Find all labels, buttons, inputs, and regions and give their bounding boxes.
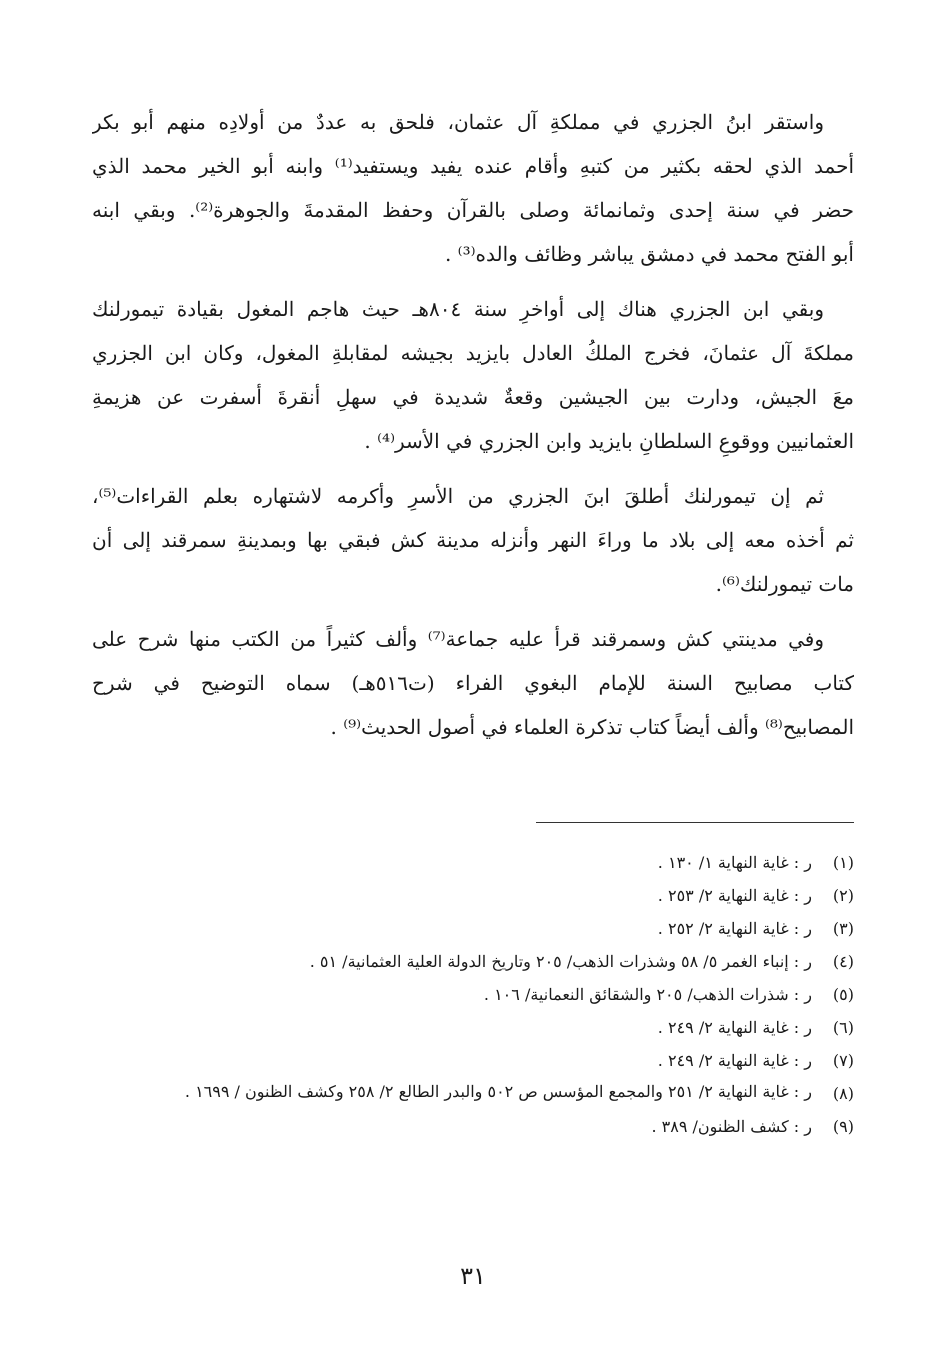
main-text xyxy=(92,100,854,760)
footnote-text: ر : إنباء الغمر ٥/ ٥٨ وشذرات الذهب/ ٢٠٥ وتاريخ الدولة العلية العثمانية/ ٥١ . xyxy=(309,952,812,971)
footnote-text: ر : غاية النهاية ٢/ ٢٥٣ . xyxy=(657,886,812,905)
paragraph-3 xyxy=(92,474,854,606)
text-line: واستقر ابنُ الجزري في مملكةِ آل عثمان، فلحق به عددٌ من أولادِه منهم أبو بكر xyxy=(92,110,824,134)
page-number: ٣١ xyxy=(460,1262,486,1290)
footnote-number: (٦) xyxy=(832,1018,854,1037)
text-line: العثمانيين ووقوعِ السلطانِ بايزيد وابن الجزري في الأسر⁽⁴⁾ . xyxy=(364,429,854,453)
footnote xyxy=(92,879,854,912)
text-line: معَ الجيش، ودارت بين الجيشين وقعةٌ شديدة في سهلِ أنقرةَ أسفرت عن هزيمةِ xyxy=(92,385,854,409)
footnote xyxy=(92,1011,854,1044)
text-line: أحمد الذي لحقه بكثير من كتبهِ وأقام عنده يفيد ويستفيد⁽¹⁾ وابنه أبو الخير محمد الذي xyxy=(92,154,854,178)
footnote xyxy=(92,846,854,879)
text-line: ثم إن تيمورلنك أطلقَ ابنَ الجزري من الأسرِ وأكرمه لاشتهاره بعلم القراءات⁽⁵⁾، xyxy=(92,484,824,508)
paragraph-1 xyxy=(92,100,854,276)
paragraph-2 xyxy=(92,287,854,463)
text-line: مات تيمورلنك⁽⁶⁾. xyxy=(715,572,854,596)
footnote xyxy=(92,1044,854,1077)
footnote xyxy=(92,912,854,945)
footnote-number: (١) xyxy=(832,853,854,872)
footnote-text: ر : غاية النهاية ٢/ ٢٥١ والمجمع المؤسس ص ٥٠٢ والبدر الطالع ٢/ ٢٥٨ وكشف الظنون / ١٦٩٩ . xyxy=(184,1082,812,1101)
footnote-number: (٧) xyxy=(832,1051,854,1070)
footnote-text: ر : غاية النهاية ٢/ ٢٥٢ . xyxy=(657,919,812,938)
text-line: ثم أخذه معه إلى بلاد ما وراءَ النهر وأنزله مدينة كش فبقي بها وبمدينةِ سمرقند إلى أن xyxy=(92,528,854,552)
text-line: وبقي ابن الجزري هناك إلى أواخرِ سنة ٨٠٤هـ حيث هاجم المغول بقيادة تيمورلنك xyxy=(92,297,825,321)
footnote-text: ر : غاية النهاية ١/ ١٣٠ . xyxy=(657,853,812,872)
footnote xyxy=(92,945,854,978)
text-line: كتاب مصابيح السنة للإمام البغوي الفراء (ت٥١٦هـ) سماه التوضيح في شرح xyxy=(92,671,854,695)
footnotes xyxy=(92,846,854,1143)
footnote-number: (٩) xyxy=(832,1117,854,1136)
footnote xyxy=(92,978,854,1011)
text-line: مملكةَ آل عثمانَ، فخرج الملكُ العادل بايزيد بجيشه لمقابلةِ المغول، وكان ابن الجزري xyxy=(92,341,854,365)
footnote-text: ر : غاية النهاية ٢/ ٢٤٩ . xyxy=(657,1051,812,1070)
text-line: المصابيح⁽⁸⁾ وألف أيضاً كتاب تذكرة العلماء في أصول الحديث⁽⁹⁾ . xyxy=(330,715,854,739)
footnote-separator xyxy=(536,822,854,823)
footnote-number: (٨) xyxy=(832,1084,854,1103)
footnote-text: ر : غاية النهاية ٢/ ٢٤٩ . xyxy=(657,1018,812,1037)
footnote-number: (٣) xyxy=(832,919,854,938)
text-line: وفي مدينتي كش وسمرقند قرأ عليه جماعة⁽⁷⁾ وألف كثيراً من الكتب منها شرح على xyxy=(92,627,824,651)
footnote-number: (٢) xyxy=(832,886,854,905)
footnote-number: (٤) xyxy=(832,952,854,971)
footnote-number: (٥) xyxy=(832,985,854,1004)
text-line: أبو الفتح محمد في دمشق يباشر وظائف والده⁽³⁾ . xyxy=(444,242,854,266)
footnote-text: ر : شذرات الذهب/ ٢٠٥ والشقائق النعمانية/ ١٠٦ . xyxy=(483,985,812,1004)
footnote-text: ر : كشف الظنون/ ٣٨٩ . xyxy=(651,1117,812,1136)
text-line: حضر في سنة إحدى وثمانمائة وصلى بالقرآن وحفظ المقدمةَ والجوهرة⁽²⁾. وبقي ابنه xyxy=(92,198,854,222)
paragraph-4 xyxy=(92,617,854,749)
footnote xyxy=(92,1077,854,1110)
footnote xyxy=(92,1110,854,1143)
